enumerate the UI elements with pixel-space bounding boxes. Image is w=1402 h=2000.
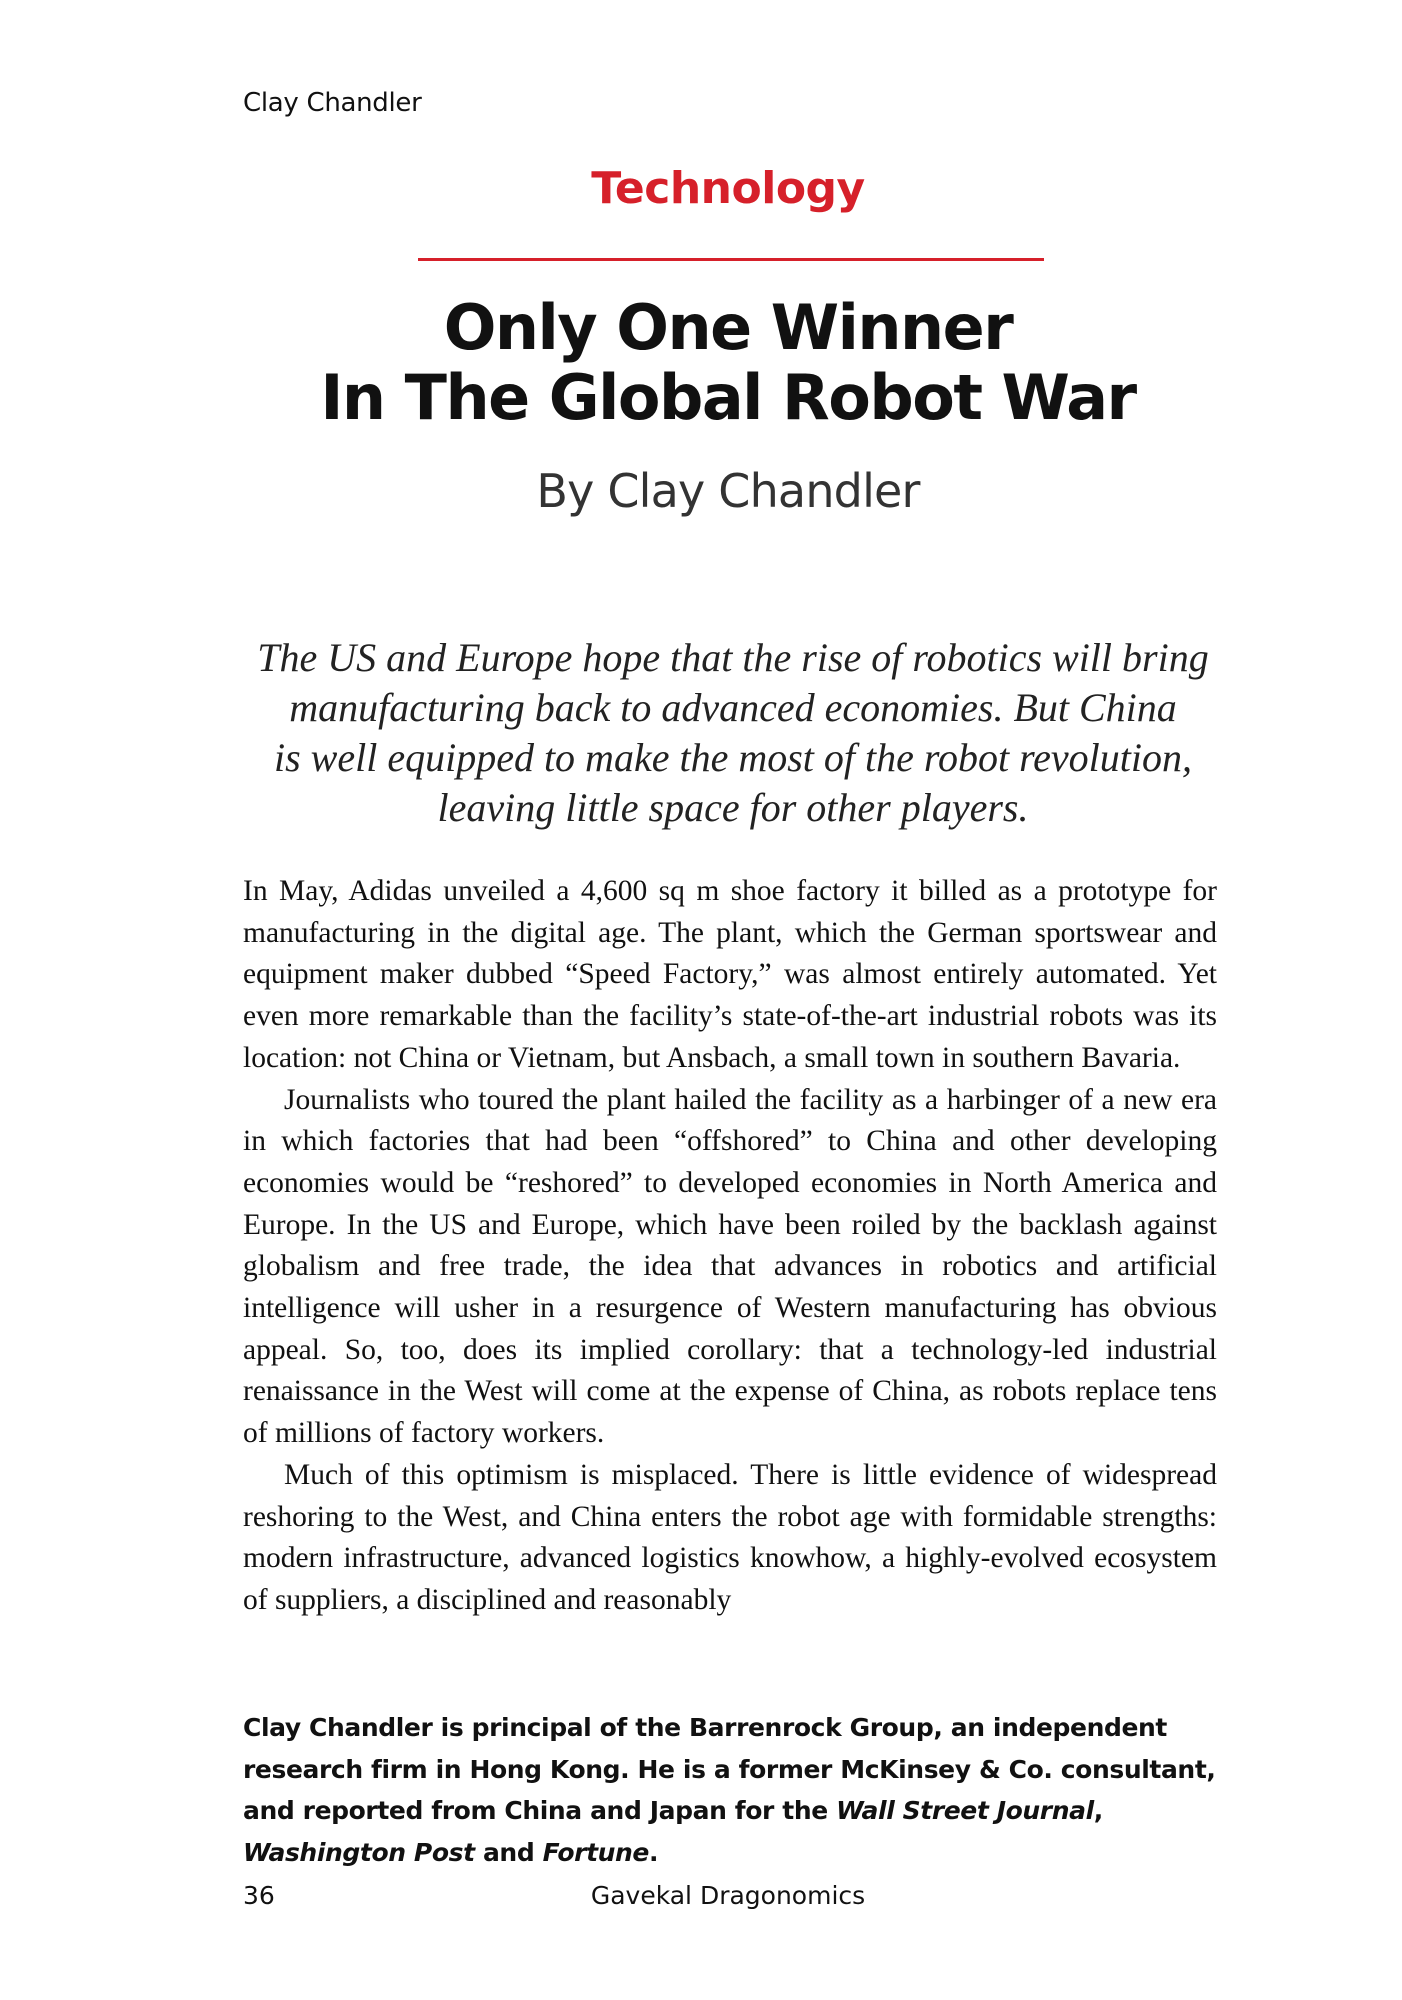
bio-separator: and [474, 1837, 543, 1867]
article-body [243, 871, 1217, 1622]
dek-line-2: manufacturing back to advanced economies. But China [289, 685, 1177, 730]
bio-publication-wsj: Wall Street Journal [836, 1796, 1094, 1825]
headline-line-2: In The Global Robot War [320, 361, 1136, 434]
byline: By Clay Chandler [536, 464, 920, 518]
dek-line-4: leaving little space for other players. [437, 785, 1029, 830]
section-divider [418, 258, 1044, 261]
bio-publication-fortune: Fortune [542, 1837, 649, 1867]
page-number: 36 [243, 1881, 275, 1910]
author-bio [243, 1707, 1233, 1873]
body-paragraph-3: Much of this optimism is misplaced. There is little evidence of widespread reshoring to the West, and China enters the robot age with formidable strengths: modern infrastructure, advanced logistics knowhow, a highly-evolved ecosystem of suppliers, a disciplined and reasonably [243, 1458, 1217, 1616]
bio-separator: , [1093, 1796, 1103, 1825]
bio-text: Clay Chandler is principal of the Barrenrock Group, an independent research firm in Hong Kong. He is a former McKinsey & Co. consultant, and reported from China and Japan for the [243, 1713, 1216, 1825]
publication-name: Gavekal Dragonomics [590, 1881, 866, 1910]
body-paragraph-1: In May, Adidas unveiled a 4,600 sq m shoe factory it billed as a prototype for manufacturing in the digital age. The plant, which the German sportswear and equipment maker dubbed “Speed Factory,” was almost entirely automated. Yet even more remarkable than the facility’s state-of-the-art industrial robots was its location: not China or Vietnam, but Ansbach, a small town in southern Bavaria. [243, 875, 1217, 1074]
bio-publication-wapo: Washington Post [243, 1837, 475, 1867]
body-paragraph-2: Journalists who toured the plant hailed the facility as a harbinger of a new era in which factories that had been “offshored” to China and other developing economies would be “reshored” to developed economies in North America and Europe. In the US and Europe, which have been roiled by the backlash against globalism and free trade, the idea that advances in robotics and artificial intelligence will usher in a resurgence of Western manufacturing has obvious appeal. So, too, does its implied corollary: that a technology-led industrial renaissance in the West will come at the expense of China, as robots replace tens of millions of factory workers. [243, 1083, 1217, 1450]
article-headline [27, 293, 1402, 433]
article-dek [243, 633, 1223, 833]
dek-line-3: is well equipped to make the most of the robot revolution, [273, 735, 1192, 780]
headline-line-1: Only One Winner [443, 291, 1013, 364]
dek-line-1: The US and Europe hope that the rise of robotics will bring [257, 635, 1209, 680]
running-head-author: Clay Chandler [243, 88, 422, 118]
section-title: Technology [591, 163, 865, 214]
bio-end: . [648, 1837, 659, 1867]
